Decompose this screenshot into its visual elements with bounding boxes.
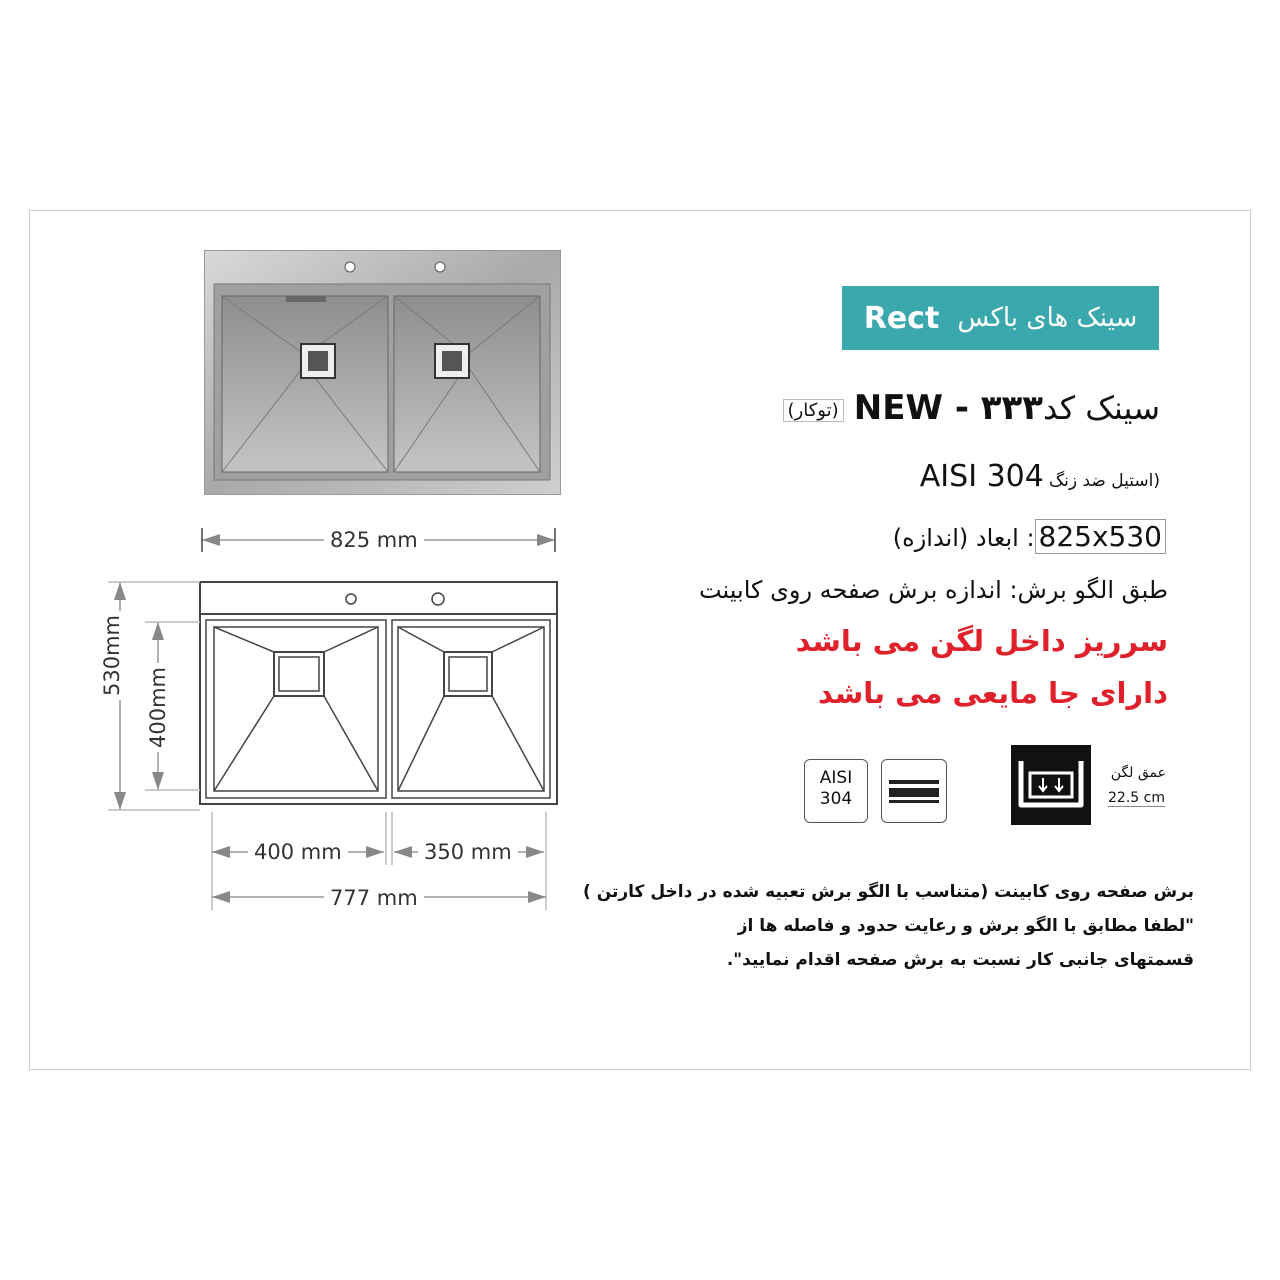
- overflow-feature: سرریز داخل لگن می باشد: [795, 624, 1168, 658]
- material-value: AISI 304: [919, 459, 1044, 494]
- dimensions-line: [700, 520, 1166, 553]
- category-en: Rect: [863, 300, 940, 336]
- bowl-height-label: 400mm: [146, 663, 170, 752]
- right-bowl-width-label: 350 mm: [418, 840, 518, 864]
- aisi-line1: AISI: [819, 768, 853, 788]
- cut-pattern-text: طبق الگو برش: اندازه برش صفحه روی کابینت: [698, 576, 1168, 604]
- sink-photo: [204, 250, 561, 495]
- material-line: [700, 459, 1160, 494]
- aisi-304-icon: [804, 759, 868, 823]
- bowls-total-width-label: 777 mm: [324, 886, 424, 910]
- liquid-holder-feature: دارای جا مایعی می باشد: [818, 676, 1168, 710]
- note-line: برش صفحه روی کابینت (متناسب با الگو برش تعبیه شده در داخل کارتن ): [583, 882, 1194, 902]
- left-bowl-width-label: 400 mm: [248, 840, 348, 864]
- dimensions-value: 825x530: [1035, 519, 1166, 554]
- category-badge: [842, 286, 1159, 350]
- depth-value: 22.5 cm: [1108, 790, 1165, 806]
- product-title: [700, 388, 1160, 428]
- installation-notes: [583, 875, 1194, 977]
- aisi-line2: 304: [819, 789, 853, 809]
- countertop-thickness-icon: [881, 759, 947, 823]
- title-prefix: سینک کد: [1043, 389, 1160, 427]
- depth-label: عمق لگن: [1110, 765, 1166, 781]
- category-fa: سینک های باکس: [957, 303, 1138, 333]
- note-line: قسمتهای جانبی کار نسبت به برش صفحه اقدام نمایید".: [726, 950, 1194, 970]
- overall-width-label: 825 mm: [324, 528, 424, 552]
- install-type: (توکار): [783, 399, 844, 422]
- bowl-depth-icon: [1011, 745, 1091, 825]
- overall-height-label: 530mm: [100, 611, 124, 700]
- material-label: (استیل ضد زنگ: [1048, 471, 1160, 491]
- note-line: "لطفا مطابق با الگو برش و رعایت حدود و فاصله ها از: [737, 916, 1194, 936]
- model-code: NEW - ۳۳۳: [853, 388, 1044, 428]
- dimensions-label: : ابعاد (اندازه): [892, 524, 1035, 552]
